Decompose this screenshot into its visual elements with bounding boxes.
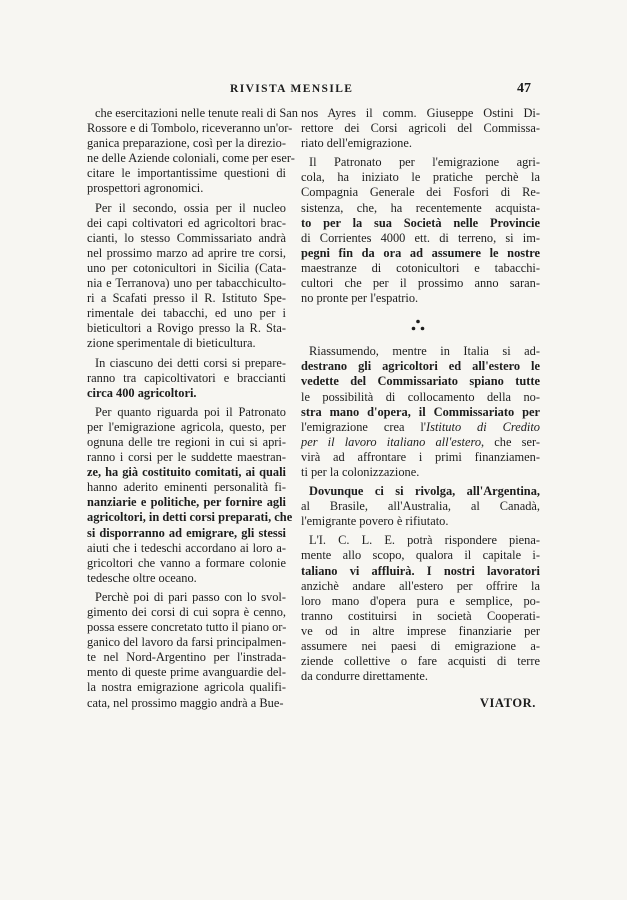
text-line: prospettori agronomici.: [87, 181, 204, 196]
text-line: cata, nel prossimo maggio andrà a Bue-: [87, 695, 284, 710]
text-line: taliano vi affluirà. I nostri lavoratori: [301, 563, 540, 578]
text-line: cianti, lo stesso Commissariato andrà: [87, 230, 286, 245]
text-line: citare le importantissime questioni di: [87, 166, 286, 181]
paragraph: [87, 404, 293, 586]
text-line: anzichè andare all'estero per offrire la: [301, 578, 540, 593]
three-dots-ornament-icon: [411, 319, 425, 331]
text-line: nos Ayres il comm. Giuseppe Ostini Di-: [301, 106, 540, 120]
text-line: Perchè poi di pari passo con lo svol-: [95, 589, 286, 604]
text-line: L'I. C. L. E. potrà rispondere piena-: [309, 533, 540, 548]
paragraph: [87, 106, 298, 197]
left-column: [87, 106, 298, 715]
text-line: tedesche oltre oceano.: [87, 570, 197, 585]
text-line: circa 400 agricoltori.: [87, 385, 197, 400]
text-line: ziende collettive o fare acquisti di terre: [301, 654, 540, 669]
text-line: cola, ha iniziato le pratiche perchè la: [301, 170, 540, 185]
text-line: l'emigrante povero è rifiutato.: [301, 514, 449, 529]
text-line: to per la sua Società nelle Provincie: [301, 215, 540, 230]
text-line: possa essere concretato tutto il piano or-: [87, 620, 287, 635]
text-line: per l'emigrazione agricola, questo, per: [87, 419, 286, 434]
text-line: destrano gli agricoltori ed all'estero le: [301, 359, 540, 374]
text-line: ze, ha già costituito comitati, ai quali: [87, 465, 286, 480]
text-line: ti per la colonizzazione.: [301, 464, 420, 479]
running-head: [0, 83, 627, 101]
text-line: te nel Nord-Argentino per l'instrada-: [87, 650, 286, 665]
text-line: rimentale dei tabacchi, ed uno per i: [87, 306, 286, 321]
text-line: loro mano d'opera pura e semplice, po-: [301, 593, 540, 608]
text-line: ganico del lavoro da farsi principalmen-: [87, 635, 286, 650]
journal-title: RIVISTA MENSILE: [230, 83, 354, 95]
text-line: In ciascuno dei detti corsi si prepare-: [95, 355, 286, 370]
text-line: al Brasile, all'Australia, al Canadà,: [301, 499, 540, 514]
text-line: ranno i corsi per le suddette maestran-: [87, 450, 286, 465]
paragraph: [301, 533, 540, 684]
text-line: le possibilità di collocamento della no-: [301, 389, 540, 404]
text-line: Rossore e di Tombolo, riceveranno un'or-: [87, 121, 293, 136]
text-line: ognuna delle tre regioni in cui si apri-: [87, 434, 286, 449]
right-column-top: [301, 106, 540, 310]
section-ornament: [301, 310, 540, 344]
paragraph: [301, 106, 540, 151]
text-line: si disporranno ad emigrare, gli stessi: [87, 525, 286, 540]
text-line: nia e Terranova) uno per tabacchicultо-: [87, 276, 286, 291]
text-line: assumere nei paesi di emigrazione a-: [301, 639, 540, 653]
text-line: gimento dei corsi di cui sopra è cenno,: [87, 605, 286, 619]
text-line: pegni fin da ora ad assumere le nostre: [301, 245, 540, 260]
text-line: no pronte per l'espatrio.: [301, 291, 419, 306]
text-line: zione sperimentale di bieticultura.: [87, 336, 256, 351]
paragraph: [87, 201, 286, 352]
text-line: riato dell'emigrazione.: [301, 136, 412, 151]
paragraph: [301, 155, 540, 306]
text-line: Il Patronato per l'emigrazione agri-: [309, 155, 540, 170]
text-line: gricoltori che vanno a formare colonie: [87, 555, 286, 570]
right-column-bottom: [301, 344, 540, 688]
page-number: 47: [517, 81, 531, 96]
paragraph: [301, 344, 540, 480]
text-line: ranno tra capicoltivatori e braccianti: [87, 370, 286, 385]
text-line: rettore dei Corsi agricoli del Commissa-: [301, 121, 540, 136]
text-line: l'emigrazione crea l'Istituto di Credito: [301, 419, 540, 434]
text-line: aiuti che i tedeschi accordano ai loro a-: [87, 540, 286, 555]
text-line: bieticultori a Rovigo presso la R. Sta-: [87, 321, 286, 336]
right-column: [301, 106, 540, 711]
text-line: vedette del Commissariato spiano tutte: [301, 374, 540, 389]
text-line: ganica preparazione, così per la direzio-: [87, 136, 286, 151]
text-line: ve od in altre imprese finanziarie per: [301, 623, 540, 638]
text-line: Dovunque ci si rivolga, all'Argentina,: [309, 484, 540, 499]
text-line: che esercitazioni nelle tenute reali di San: [95, 106, 298, 120]
text-line: Compagnia Generale dei Fosfori di Re-: [301, 185, 540, 200]
text-line: per il lavoro italiano all'estero, che ser-: [301, 434, 540, 449]
paragraph: [301, 484, 540, 529]
text-line: Per quanto riguarda poi il Patronato: [95, 404, 286, 419]
text-line: la nostra emigrazione agricola qualifi-: [87, 680, 286, 695]
text-line: Riassumendo, mentre in Italia si ad-: [309, 344, 540, 359]
text-line: sistenza, che, ha recentemente acquista-: [301, 200, 540, 215]
text-line: tranno costituirsi in società Cooperati-: [301, 608, 540, 623]
text-line: da condurre direttamente.: [301, 669, 428, 684]
text-line: dei capi coltivatori ed agricoltori brac-: [87, 215, 286, 230]
text-line: mento di queste prime avanguardie del-: [87, 665, 286, 680]
text-line: agricoltori, in detti corsi preparati, che: [87, 510, 293, 525]
author-signature: VIATOR.: [479, 696, 536, 711]
text-line: virà ad affrontare i primi finanziamen-: [301, 449, 540, 464]
text-line: maestranze di cotonicultori e tabacchi-: [301, 260, 540, 275]
text-line: ne delle Aziende coloniali, come per eser-: [87, 151, 295, 166]
text-line: ri a Scafati presso il R. Istituto Spe-: [87, 291, 286, 306]
text-line: Per il secondo, ossia per il nucleo: [95, 200, 286, 215]
text-line: nanziarie e politiche, per fornire agli: [87, 495, 286, 510]
paragraph: [87, 356, 286, 401]
paragraph: [87, 590, 286, 711]
text-line: mente allo scopo, qualora il capitale i-: [301, 548, 540, 563]
text-line: stra mano d'opera, il Commissariato per: [301, 404, 540, 419]
text-line: nel prossimo marzo ad aprire tre corsi,: [87, 245, 286, 260]
text-line: hanno aderito eminenti personalità fi-: [87, 480, 286, 495]
text-line: uno per cotonicultori in Sicilia (Cata-: [87, 260, 286, 275]
text-line: cultori che per il prossimo anno saran-: [301, 276, 540, 291]
text-line: di Corrientes 4000 ett. di terreno, si im-: [301, 230, 540, 245]
